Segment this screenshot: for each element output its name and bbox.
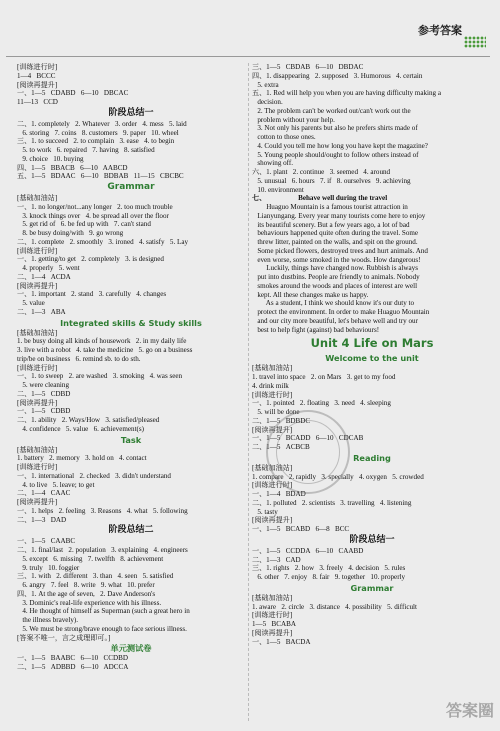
answer-line: [训练进行时] [17, 363, 58, 372]
answer-line: [阅读再提升] [252, 516, 293, 525]
answer-line: [基础加油站] [17, 328, 58, 337]
essay-line: protect the environment. In order to make Huaguo Mountain [252, 308, 430, 316]
answer-line: [训练进行时] [17, 63, 58, 71]
answer-line: 5. extra [252, 80, 279, 89]
left-column [17, 63, 245, 723]
answer-line: 5. will be done [252, 408, 300, 416]
answer-line: 1. be busy doing all kinds of housework 2. in my daily life [17, 337, 187, 346]
answer-line: 11—13 CCD [17, 98, 58, 106]
essay-line: its beautiful scenery. But a few years ago, a lot of bad [252, 220, 410, 229]
answer-line: [训练进行时] [17, 246, 58, 255]
essay-line: and our city more beautiful, let's behave well and try our [252, 316, 418, 325]
answer-line: 二、1. completely 2. Whatever 3. order 4. mess 5. laid [17, 119, 187, 128]
answer-line: 5. get rid of 6. be fed up with 7. can't stand [17, 220, 151, 229]
answer-line: 一、1. helps 2. feeling 3. Reasons 4. what 5. following [17, 506, 188, 515]
essay-line: Some picked flowers, destroyed trees and hurt animals. And [252, 246, 428, 255]
answer-line: 4. to live 5. leave; to get [17, 480, 95, 489]
answer-line: 1. compare 2. rapidly 3. specially 4. oxygen 5. crowded [252, 472, 424, 481]
answer-line: 五、1. Red will help you when you are having difficulty making a [252, 89, 441, 98]
header-divider [6, 56, 490, 57]
answer-line: 6. storing 7. coins 8. customers 9. paper 10. wheel [17, 128, 179, 137]
section-heading: 阶段总结一 [349, 534, 395, 545]
answer-line: 一、1—4 BDAD [252, 490, 306, 498]
answer-line: 一、1—5 BACDA [252, 637, 311, 646]
answer-line: 4. He thought of himself as Superman (such a great hero in [17, 607, 190, 616]
essay-line: even worse, some smoked in the woods. How dangerous! [252, 255, 421, 264]
answer-line: [基础加油站] [17, 445, 58, 454]
answer-line: 二、1. complete 2. smoothly 3. ironed 4. satisfy 5. Lay [17, 237, 189, 246]
answer-line: 一、1—5 CDBD [17, 407, 71, 416]
answer-line: 二、1—5 ADBBD 6—10 ADCCA [17, 663, 129, 671]
answer-line: 一、1. pointed 2. floating 3. need 4. sleeping [252, 399, 391, 408]
answer-line: 8. be busy doing/with 9. go wrong [17, 229, 124, 237]
answer-line: 一、1. no longer/not...any longer 2. too much trouble [17, 202, 173, 211]
section-heading: Integrated skills & Study skills [60, 317, 202, 328]
answer-line: 一、1. important 2. stand 3. carefully 4. changes [17, 290, 167, 299]
answer-line: 3. Not only his parents but also he prefers shirts made of [252, 124, 418, 133]
section-heading: Welcome to the unit [325, 353, 419, 364]
answer-line: 二、1. polluted 2. scientists 3. travelling 4. listening [252, 498, 412, 507]
answer-line: 1. battery 2. memory 3. hold on 4. contact [17, 454, 147, 463]
answer-line: 三、1. with 2. different 3. than 4. seen 5. satisfied [17, 572, 174, 581]
answer-line: 1—4 BCCC [17, 71, 56, 80]
answer-line: [基础加油站] [252, 463, 293, 472]
answer-line: 5. We must be strong/brave enough to face serious illness. [17, 624, 187, 633]
answer-line: 10. environment [252, 185, 304, 194]
answer-line: [训练进行时] [17, 463, 58, 471]
answer-line: 3. Dominic's real-life experience with his illness. [17, 598, 162, 607]
essay-line: Luckily, things have changed now. Rubbish is always [252, 264, 418, 273]
answer-line: 三、1. rights 2. how 3. freely 4. decision 5. rules [252, 564, 406, 573]
answer-line: 5. to work 6. repaired 7. having 8. satisfied [17, 146, 155, 154]
essay-line: Huaguo Mountain is a famous tourist attraction in [252, 203, 408, 211]
answer-line: [阅读再提升] [17, 498, 58, 506]
essay-line: smokes around the woods and places of interest are well [252, 281, 418, 290]
answer-line: 四、1—5 BBACB 6—10 AABCD [17, 163, 128, 172]
answer-line: 一、1. getting/to get 2. completely 3. is designed [17, 255, 164, 264]
answer-line: 3. live with a robot 4. take the medicine 5. go on a business [17, 346, 193, 354]
answer-line: 三、1. to succeed 2. to complain 3. ease 4. to begin [17, 137, 175, 146]
section-heading: Grammar [107, 182, 155, 192]
answer-line: 五、1—5 BDAAC 6—10 BDBAB 11—15 CBCBC [17, 172, 184, 181]
answer-line: decision. [252, 98, 283, 106]
seal-stamp-icon [266, 410, 350, 494]
section-heading: 阶段总结一 [108, 107, 154, 118]
answer-line: 二、1—5 ACBCB [252, 443, 310, 451]
answer-line: 6. other 7. enjoy 8. fair 9. together 10. properly [252, 573, 406, 581]
essay-line: kept. All these changes make us happy. [252, 290, 369, 299]
essay-line: threw litter, painted on the walls, and spit on the ground. [252, 238, 418, 246]
answer-line: 二、1—5 CDBD [17, 389, 71, 398]
answer-line: showing off. [252, 159, 294, 168]
answer-line: 二、1—3 DAD [17, 515, 67, 524]
answer-line: 一、1—5 BCABD 6—8 BCC [252, 525, 350, 533]
answer-line: [训练进行时] [252, 611, 293, 620]
answer-line: 二、1. final/last 2. population 3. explaining 4. engineers [17, 546, 188, 554]
answer-line: 四、1. disappearing 2. supposed 3. Humorous 4. certain [252, 71, 423, 80]
right-column [252, 63, 492, 723]
answer-line: [基础加油站] [252, 364, 293, 373]
section-heading: Reading [353, 452, 391, 463]
answer-line: [基础加油站] [252, 593, 293, 602]
answer-line: 5. were cleaning [17, 381, 69, 389]
answer-line: 4. Could you tell me how long you have kept the magazine? [252, 141, 428, 150]
answer-line: 一、1. to sweep 2. are washed 3. smoking 4. was seen [17, 372, 183, 381]
answer-line: 二、1—4 CAAC [17, 489, 71, 498]
answer-line: [阅读再提升] [17, 281, 58, 290]
answer-line: [阅读再提升] [17, 80, 58, 89]
dots-decoration-icon [464, 36, 486, 48]
answer-line: 4. drink milk [252, 381, 289, 390]
section-heading: Grammar [350, 582, 394, 593]
answer-line: 9. choice 10. buying [17, 154, 84, 163]
answer-line: 三、1—5 CBDAB 6—10 DBDAC [252, 63, 364, 71]
answer-line: [阅读再提升] [252, 628, 293, 637]
answer-line: problem without your help. [252, 115, 335, 124]
answer-line: 一、1—5 BAABC 6—10 CCDBD [17, 654, 128, 663]
answer-line: [训练进行时] [252, 390, 293, 399]
answer-line: 2. The problem can't be worked out/can't work out the [252, 106, 411, 115]
answer-line: 一、1—5 CDABD 6—10 DBCAC [17, 89, 129, 98]
essay-title: 七、 Behave well during the travel [252, 194, 388, 203]
column-divider [248, 63, 249, 721]
answer-line: [阅读再提升] [252, 425, 293, 434]
answer-line: 9. truly 10. foggier [17, 563, 80, 572]
essay-line: best to help fight (against) bad behaviours! [252, 325, 380, 334]
answer-line: 1. aware 2. circle 3. distance 4. possibility 5. difficult [252, 602, 417, 611]
essay-line: behaviours happened quite often during the travel. Some [252, 229, 419, 238]
answer-line: [答案不唯一，言之成理即可。] [17, 633, 111, 642]
answer-line: 1. travel into space 2. on Mars 3. get to my food [252, 373, 396, 381]
essay-line: Lianyungang. Every year many tourists come here to enjoy [252, 211, 426, 220]
answer-line: 一、1—5 BCADD 6—10 CDCAB [252, 434, 364, 443]
answer-line: 六、1. plant 2. continue 3. seemed 4. around [252, 168, 391, 176]
answer-line: 1—5 BCABA [252, 620, 296, 628]
answer-line: 5. tasty [252, 507, 278, 516]
answer-line: trip/be on business 6. remind sb. to do sth. [17, 354, 141, 363]
answer-line: cotton to those ones. [252, 133, 316, 141]
section-heading: 单元测试卷 [110, 643, 152, 654]
answer-line: 5. Young people should/ought to follow others instead of [252, 150, 419, 159]
answer-line: 二、1—5 BDBDC [252, 416, 311, 425]
answer-line: 二、1—3 CAD [252, 555, 301, 564]
answer-line: 5. unusual 6. hours 7. if 8. ourselves 9. achieving [252, 176, 411, 185]
essay-line: As a student, I think we should know it's our duty to [252, 299, 415, 308]
answer-line: 二、1—3 ABA [17, 307, 66, 316]
answer-line: 5. except 6. missing 7. twelfth 8. achievement [17, 554, 164, 563]
answer-line: 3. knock things over 4. be spread all over the floor [17, 211, 169, 220]
answer-line: 一、1—5 CAABC [17, 537, 76, 546]
essay-line: put into dustbins. People are friendly to animals. Nobody [252, 273, 420, 281]
answer-line: 四、1. At the age of seven, 2. Dave Anderson's [17, 589, 156, 598]
answer-line: [基础加油站] [17, 194, 58, 202]
answer-line: [训练进行时] [252, 481, 293, 490]
answer-line: 二、1. ability 2. Ways/How 3. satisfied/pleased [17, 416, 160, 424]
answer-line: 4. properly 5. went [17, 264, 80, 272]
answer-line: 二、1—4 ACDA [17, 272, 71, 281]
answer-line: 一、1. international 2. checked 3. didn't understand [17, 471, 171, 480]
watermark-logo: 答案圈 [445, 701, 494, 720]
answer-line: 4. confidence 5. value 6. achievement(s) [17, 424, 145, 433]
answer-line: the illness bravely). [17, 616, 79, 624]
section-heading: 阶段总结二 [108, 525, 154, 536]
unit-heading: Unit 4 Life on Mars [310, 336, 434, 351]
page-title: 参考答案 [418, 24, 462, 37]
answer-line: [阅读再提升] [17, 398, 58, 407]
page-header [0, 0, 500, 62]
answer-line: 5. value [17, 299, 45, 307]
section-heading: Task [120, 434, 142, 445]
answer-line: 一、1—5 CCDDA 6—10 CAABD [252, 546, 364, 555]
answer-line: 6. angry 7. feel 8. write 9. what 10. prefer [17, 581, 155, 589]
